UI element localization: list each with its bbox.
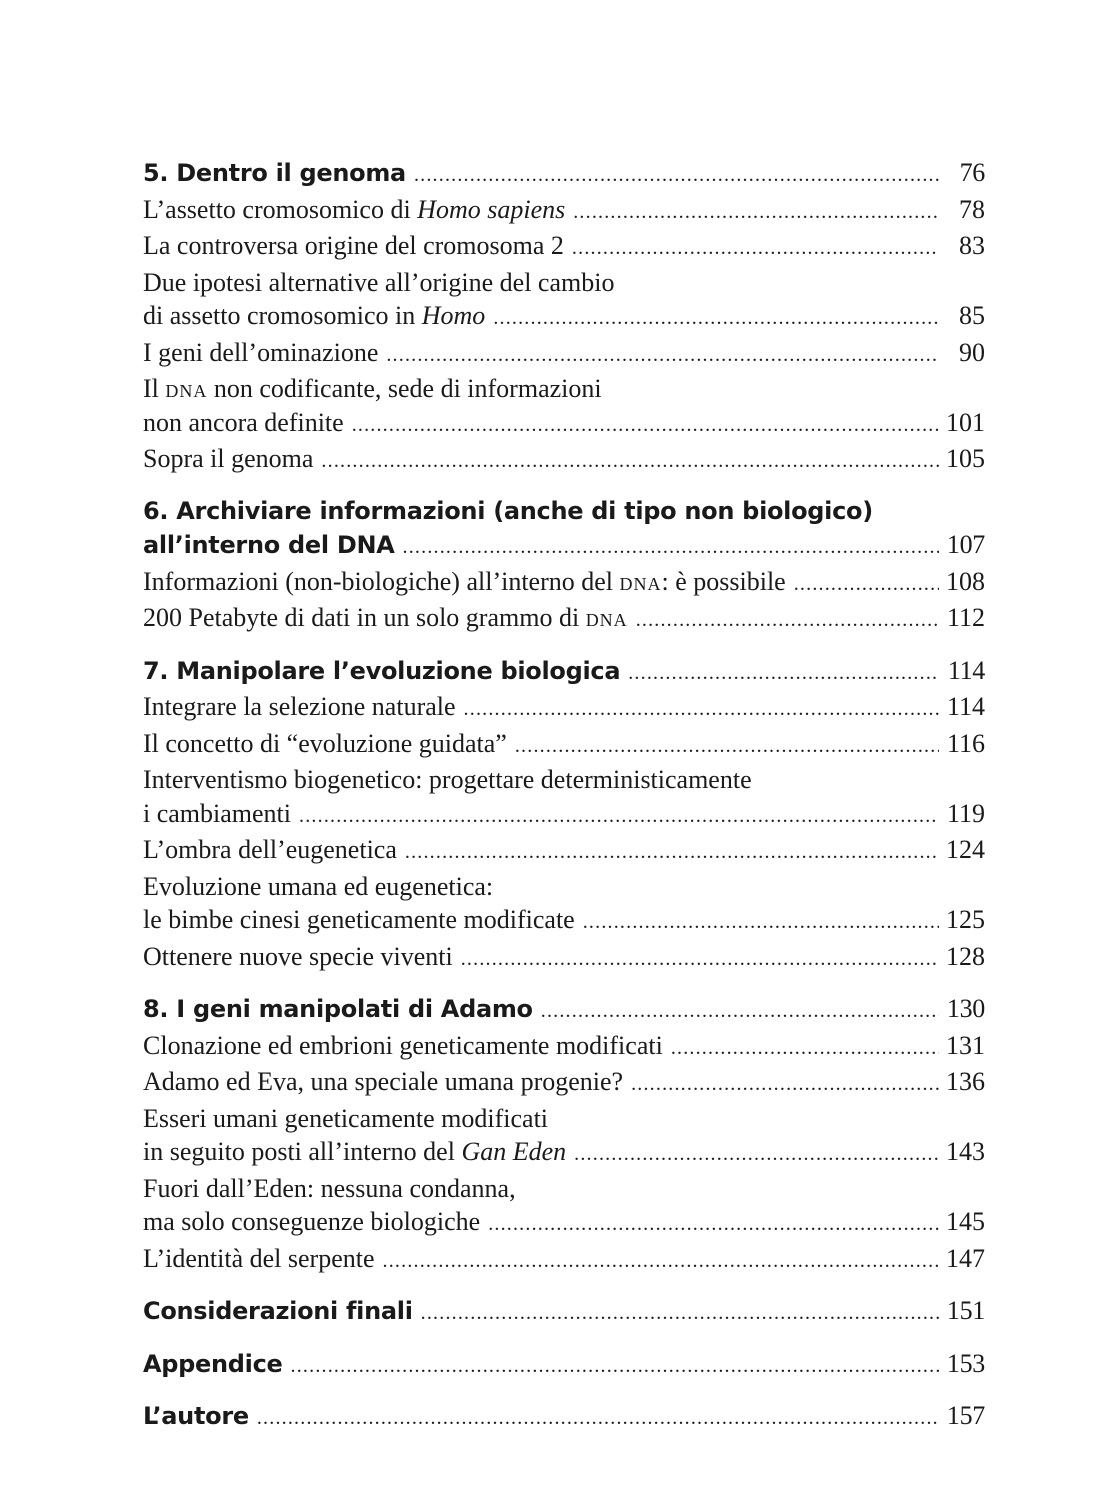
toc-item [143,903,985,940]
page-number: 153 [946,1348,985,1378]
dot-leader [352,409,939,443]
item-title: non ancora definite [143,407,344,437]
page-number: 124 [946,835,985,864]
toc-item [143,601,985,638]
dot-leader [541,995,939,1029]
toc-item [143,1205,985,1242]
page-number: 130 [946,994,985,1023]
chapter-heading [143,1294,985,1331]
page-number: 114 [946,692,985,721]
toc-item [143,193,985,230]
dot-leader [631,1068,939,1102]
toc-item [143,406,985,443]
toc-item [143,299,985,336]
item-title: di assetto cromosomico in Homo [143,301,486,330]
dot-leader [515,730,939,764]
chapter-title: 7. Manipolare l’evoluzione biologica [143,656,621,685]
page-number: 76 [959,158,985,187]
dot-leader [583,906,939,940]
chapter-heading [143,156,985,193]
item-title: in seguito posti all’interno del Gan Eden [143,1137,567,1166]
item-title: Il concetto di “evoluzione guidata” [143,728,507,758]
item-title: L’assetto cromosomico di Homo sapiens [143,194,566,224]
dot-leader [572,232,939,266]
dot-leader [383,1245,939,1279]
item-title: La controversa origine del cromosoma 2 [143,231,564,260]
item-title-line1: Fuori dall’Eden: nessuna condanna, [143,1173,516,1203]
item-title-line1: Esseri umani geneticamente modificati [143,1103,549,1133]
dot-leader [421,1297,939,1331]
item-title-line1: Evoluzione umana ed eugenetica: [143,871,494,901]
chapter-6 [143,495,985,638]
page-number: 119 [946,798,985,828]
page-number: 105 [946,444,985,473]
item-title-line1: Il dna non codificante, sede di informazioni [143,374,602,403]
dot-leader [636,604,939,638]
page-number: 125 [946,905,985,934]
page-number: 131 [946,1030,985,1060]
dot-leader [291,1350,939,1384]
toc-item [143,1135,985,1172]
dot-leader [403,531,939,565]
chapter-title-line1: 6. Archiviare informazioni (anche di tipo non biologico) [143,496,873,525]
dot-leader [488,1208,939,1242]
item-title: Clonazione ed embrioni geneticamente modificati [143,1030,663,1060]
chapter-title: Appendice [143,1349,283,1378]
toc-item [143,797,985,834]
chapter-8 [143,992,985,1278]
dot-leader [321,445,939,479]
table-of-contents [143,156,985,1436]
item-title: Informazioni (non-biologiche) all’interno del dna: è possibile [143,566,786,596]
chapter-title: L’autore [143,1402,249,1430]
page-number: 83 [959,231,985,260]
item-title: 200 Petabyte di dati in un solo grammo di dna [143,603,628,632]
page-number: 90 [959,337,985,367]
dot-leader [574,1138,939,1172]
page-number: 116 [946,728,985,758]
page-number: 107 [946,530,985,559]
chapter-title: all’interno del DNA [143,531,395,559]
item-title: Adamo ed Eva, una speciale umana progenie? [143,1067,624,1096]
dot-leader [257,1402,939,1436]
page-number: 78 [959,194,985,224]
page-number: 151 [946,1296,985,1325]
chapter-5 [143,156,985,479]
page-number: 108 [946,566,985,596]
toc-item [143,1065,985,1102]
dot-leader [461,943,939,977]
dot-leader [405,836,939,870]
page-number: 147 [946,1243,985,1273]
chapter-heading [143,992,985,1029]
chapter-title: 8. I geni manipolati di Adamo [143,995,533,1023]
chapter-heading [143,1399,985,1436]
chapter-heading [143,654,985,691]
about-author [143,1399,985,1436]
toc-item [143,336,985,373]
toc-item [143,833,985,870]
page-number: 143 [946,1137,985,1166]
dot-leader [573,196,939,230]
page-number: 157 [946,1401,985,1430]
item-title-line1: Interventismo biogenetico: progettare deterministicamente [143,765,752,794]
item-title: le bimbe cinesi geneticamente modificate [143,905,575,934]
item-title: ma solo conseguenze biologiche [143,1207,481,1236]
toc-item [143,442,985,479]
chapter-7 [143,654,985,977]
item-title: I geni dell’ominazione [143,337,379,367]
item-title: Integrare la selezione naturale [143,692,456,721]
item-title-line1: Due ipotesi alternative all’origine del cambio [143,267,615,297]
chapter-title: Considerazioni finali [143,1297,413,1325]
toc-item [143,565,985,602]
page-number: 112 [946,603,985,632]
item-title: Ottenere nuove specie viventi [143,941,453,971]
toc-item [143,940,985,977]
dot-leader [794,568,939,602]
item-title: i cambiamenti [143,798,292,828]
page-number: 101 [946,407,985,437]
toc-item [143,229,985,266]
chapter-title: 5. Dentro il genoma [143,159,406,187]
item-title: L’ombra dell’eugenetica [143,835,397,864]
toc-item [143,1242,985,1279]
chapter-heading [143,1347,985,1384]
page-number: 85 [959,301,985,330]
item-title: Sopra il genoma [143,444,314,473]
toc-item [143,690,985,727]
dot-leader [386,339,939,373]
dot-leader [414,159,939,193]
toc-item [143,1029,985,1066]
dot-leader [493,302,939,336]
dot-leader [464,693,939,727]
dot-leader [671,1032,939,1066]
dot-leader [299,800,939,834]
page-number: 128 [946,941,985,971]
page-number: 145 [946,1207,985,1236]
item-title: L’identità del serpente [143,1243,375,1273]
toc-item [143,727,985,764]
final-considerations [143,1294,985,1331]
page-number: 136 [946,1067,985,1096]
chapter-heading [143,528,985,565]
appendix [143,1347,985,1384]
dot-leader [628,657,939,691]
page-number: 114 [947,655,985,685]
